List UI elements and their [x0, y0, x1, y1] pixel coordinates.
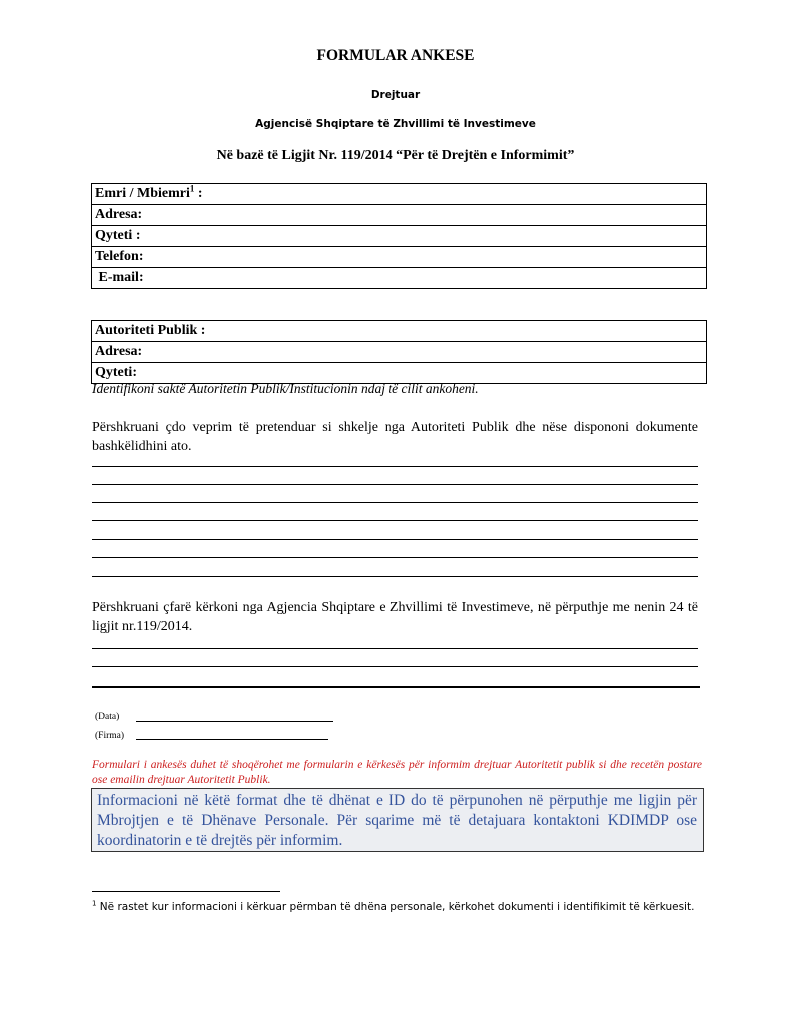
answer-line[interactable] — [92, 576, 698, 577]
footnote — [92, 901, 694, 913]
footnote-ref: 1 — [189, 183, 195, 194]
email-label: E-mail: — [95, 270, 144, 285]
footnote-mark: 1 — [92, 899, 97, 908]
date-label: (Data) — [95, 712, 120, 722]
applicant-city-row[interactable] — [92, 226, 707, 247]
answer-line[interactable] — [92, 557, 698, 558]
authority-address-row[interactable] — [92, 342, 707, 363]
footnote-text: Në rastet kur informacioni i kërkuar përmban të dhëna personale, kërkohet dokumenti i identifikimit të kërkuesit. — [96, 901, 695, 913]
agency-name: Agjencisë Shqiptare të Zhvillimi të Investimeve — [255, 118, 536, 130]
name-label-suffix: : — [194, 186, 203, 201]
name-label: Emri / Mbiemri — [95, 186, 190, 201]
applicant-phone-row[interactable] — [92, 247, 707, 268]
violation-instructions: Përshkruani çdo veprim të pretenduar si shkelje nga Autoriteti Publik dhe nëse dispononi dokumente bashkëlidhini ato. — [92, 420, 698, 454]
answer-line[interactable] — [92, 539, 698, 540]
signature-line[interactable] — [136, 739, 328, 740]
applicant-email-row[interactable] — [92, 268, 707, 289]
data-protection-info-box: Informacioni në këtë format dhe të dhënat e ID do të përpunohen në përputhje me ligjin për Mbrojtjen e të Dhënave Personale. Për sqarime më të detajuara kontaktoni KDIMDP ose koordinatorin e të drejtës për informim. — [91, 788, 704, 852]
authority-address-field[interactable]: Adresa: — [92, 342, 707, 363]
answer-line[interactable] — [92, 484, 698, 485]
addressed-to: Drejtuar — [370, 89, 421, 101]
request-instructions: Përshkruani çfarë kërkoni nga Agjencia Shqiptare e Zhvillimi të Investimeve, në përputhje me nenin 24 të ligjit nr.119/2014. — [92, 600, 698, 634]
section-divider — [92, 686, 700, 688]
answer-line[interactable] — [92, 502, 698, 503]
signature-label: (Firma) — [95, 731, 125, 741]
applicant-name-field[interactable] — [92, 184, 707, 205]
applicant-address-field[interactable]: Adresa: — [92, 205, 707, 226]
applicant-table — [91, 183, 707, 289]
form-title: FORMULAR ANKESE — [316, 47, 475, 64]
date-line[interactable] — [136, 721, 333, 722]
applicant-email-field[interactable] — [92, 268, 707, 289]
attachment-notice: Formulari i ankesës duhet të shoqërohet me formularin e kërkesës për informim drejtuar Autoritetit publik si dhe recetën postare ose emailin drejtuar Autoritetit Publik. — [92, 759, 702, 786]
applicant-name-row[interactable] — [92, 184, 707, 205]
answer-line[interactable] — [92, 648, 698, 649]
authority-table — [91, 320, 707, 384]
applicant-address-row[interactable] — [92, 205, 707, 226]
authority-city-field[interactable]: Qyteti: — [92, 363, 707, 384]
applicant-phone-field[interactable]: Telefon: — [92, 247, 707, 268]
answer-line[interactable] — [92, 666, 698, 667]
authority-note: Identifikoni saktë Autoritetin Publik/Institucionin ndaj të cilit ankoheni. — [92, 381, 479, 396]
authority-name-row[interactable] — [92, 321, 707, 342]
applicant-city-field[interactable]: Qyteti : — [92, 226, 707, 247]
answer-line[interactable] — [92, 466, 698, 467]
law-reference: Në bazë të Ligjit Nr. 119/2014 “Për të Drejtën e Informimit” — [216, 148, 575, 163]
footnote-rule — [92, 891, 280, 892]
authority-name-field[interactable]: Autoriteti Publik : — [92, 321, 707, 342]
answer-line[interactable] — [92, 520, 698, 521]
